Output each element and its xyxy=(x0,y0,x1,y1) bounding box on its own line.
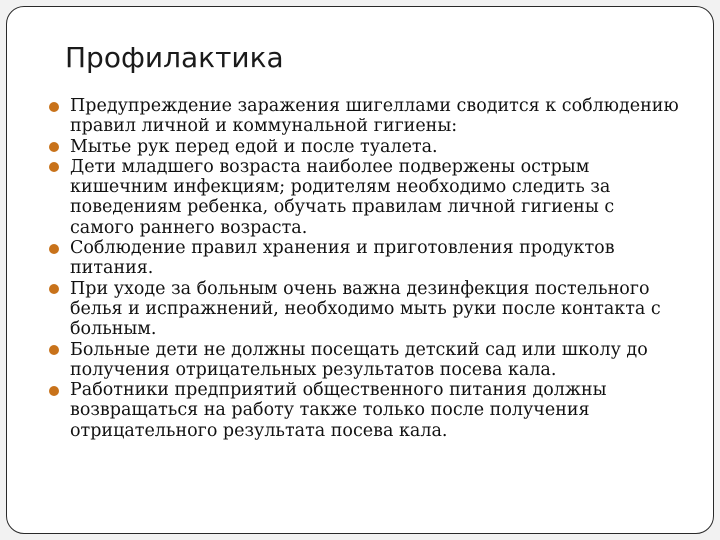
bullet-dot-icon xyxy=(49,102,59,112)
bullet-item xyxy=(47,157,679,238)
bullet-dot-icon xyxy=(49,345,59,355)
bullet-item xyxy=(47,137,679,157)
bullet-dot-icon xyxy=(49,386,59,396)
bullet-text: Предупреждение заражения шигеллами сводится к соблюдению правил личной и коммунальной гигиены: xyxy=(70,96,679,137)
bullet-text: Больные дети не должны посещать детский сад или школу до получения отрицательных результатов посева кала. xyxy=(70,339,648,380)
bullet-dot-icon xyxy=(49,142,59,152)
slide-frame xyxy=(6,6,714,534)
bullet-text: При уходе за больным очень важна дезинфекция постельного белья и испражнений, необходимо мыть руки после контакта с больным. xyxy=(70,278,661,340)
bullet-item xyxy=(47,238,679,279)
bullet-item xyxy=(47,96,679,137)
slide-title: Профилактика xyxy=(65,41,284,74)
bullet-text: Соблюдение правил хранения и приготовления продуктов питания. xyxy=(70,238,615,279)
bullet-list xyxy=(47,96,679,441)
bullet-item xyxy=(47,380,679,441)
bullet-text: Дети младшего возраста наиболее подвержены острым кишечним инфекциям; родителям необходимо следить за поведениям ребенка, обучать правилам личной гигиены с самого раннего возраста. xyxy=(70,156,615,238)
bullet-item xyxy=(47,279,679,340)
bullet-text: Работники предприятий общественного питания должны возвращаться на работу также только после получения отрицательного результата посева кала. xyxy=(70,380,607,441)
bullet-dot-icon xyxy=(49,162,59,172)
bullet-dot-icon xyxy=(49,284,59,294)
bullet-text: Мытье рук перед едой и после туалета. xyxy=(70,136,438,157)
bullet-item xyxy=(47,340,679,381)
bullet-dot-icon xyxy=(49,244,59,254)
